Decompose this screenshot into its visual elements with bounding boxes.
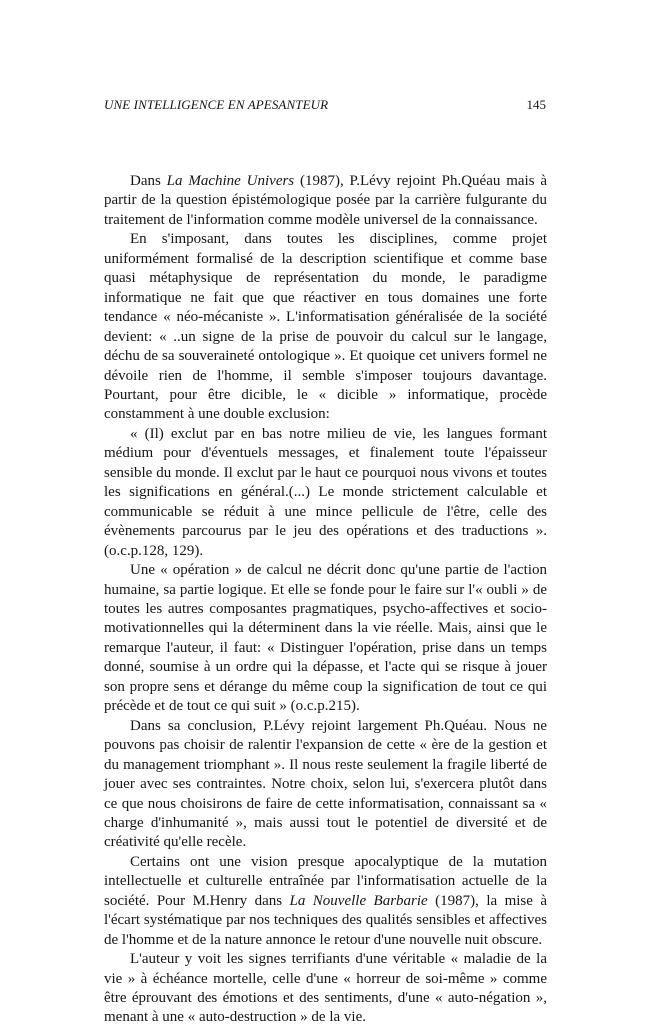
text-run: Dans sa conclusion, P.Lévy rejoint largement Ph.Quéau. Nous ne pouvons pas choisir de ralentir l'expansion de cette « ère de la gestion et du management triomphant ». Il nous reste seulement la fragile liberté de jouer avec ses contraintes. Notre choix, selon lui, s'exercera plutôt dans ce que nous choisirons de faire de cette informatisation, connaissant sa « charge d'inhumanité », mais aussi tout le potentiel de diversité et de créativité qu'elle recèle. xyxy=(104,717,547,851)
text-run: (1987), P.Lévy rejoint Ph.Quéau mais à partir de la question épistémologique posée par la carrière fulgurante du traitement de l'information comme modèle universel de la connaissance. xyxy=(104,173,548,228)
text-run: (1987), la mise à l'écart systématique par nos techniques des qualités sensibles et affectives de l'homme et de la nature annonce le retour d'une nouvelle nuit obscure. xyxy=(104,892,547,948)
paragraph-4 xyxy=(104,561,547,717)
paragraph-3-quotation xyxy=(104,425,547,561)
running-title: UNE INTELLIGENCE EN APESANTEUR xyxy=(104,97,329,112)
book-title-la-machine-univers: La Machine Univers xyxy=(166,173,295,189)
text-run: Dans xyxy=(130,173,167,189)
paragraph-7 xyxy=(104,950,547,1028)
running-head xyxy=(104,95,546,115)
text-run: « (Il) exclut par en bas notre milieu de vie, les langues formant médium pour d'éventuels messages, et finalement toute l'épaisseur sensible du monde. Il exclut par le haut ce pourquoi nous vivons et toutes les significations en général.(...) Le monde strictement calculable et communicable se réduit à une mince pellicule de l'être, celle des évènements parcourus par le jeu des opérations et des traductions ». (o.c.p.128, 129). xyxy=(104,425,547,559)
body-text xyxy=(104,172,547,1028)
paragraph-2 xyxy=(104,230,547,425)
page-number: 145 xyxy=(526,97,546,112)
text-run: En s'imposant, dans toutes les disciplines, comme projet uniformément formalisé de la description scientifique et comme base quasi métaphysique de représentation du monde, le paradigme informatique ne fait que que réactiver en tous domaines une forte tendance « néo-mécaniste ». L'informatisation généralisée de la société devient: « ..un signe de la prise de pouvoir du calcul sur le langage, déchu de sa souveraineté ontologique ». Et quoique cet univers formel ne dévoile rien de l'homme, il semble s'imposer toujours davantage. Pourtant, pour être dicible, le « dicible » informatique, procède constamment à une double exclusion: xyxy=(104,231,547,423)
text-run: Une « opération » de calcul ne décrit donc qu'une partie de l'action humaine, sa partie logique. Et elle se fonde pour le faire sur l'« oubli » de toutes les autres composantes pragmatiques, psycho-affectives et socio-motivationnelles qui la déterminent dans la vie réelle. Mais, ainsi que le remarque l'auteur, il faut: « Distinguer l'opération, prise dans un temps donné, soumise à un ordre qui la dépasse, et l'acte qui se risque à jouer son propre sens et dérange du même coup la signification de tout ce qui précède et de tout ce qui suit » (o.c.p.215). xyxy=(104,562,547,715)
book-title-la-nouvelle-barbarie: La Nouvelle Barbarie xyxy=(289,892,428,909)
text-run: Certains ont une vision presque apocalyptique de la mutation intellectuelle et culturelle entraînée par l'informatisation actuelle de la société. Pour M.Henry dans xyxy=(104,853,547,909)
text-run: L'auteur y voit les signes terrifiants d'une véritable « maladie de la vie » à échéance mortelle, celle d'une « horreur de soi-même » comme être éprouvant des émotions et des sentiments, d'une « auto-négation », menant à une « auto-destruction » de la vie. xyxy=(104,951,547,1026)
paragraph-6 xyxy=(104,853,547,950)
paragraph-5 xyxy=(104,717,547,853)
paragraph-1 xyxy=(104,172,547,230)
